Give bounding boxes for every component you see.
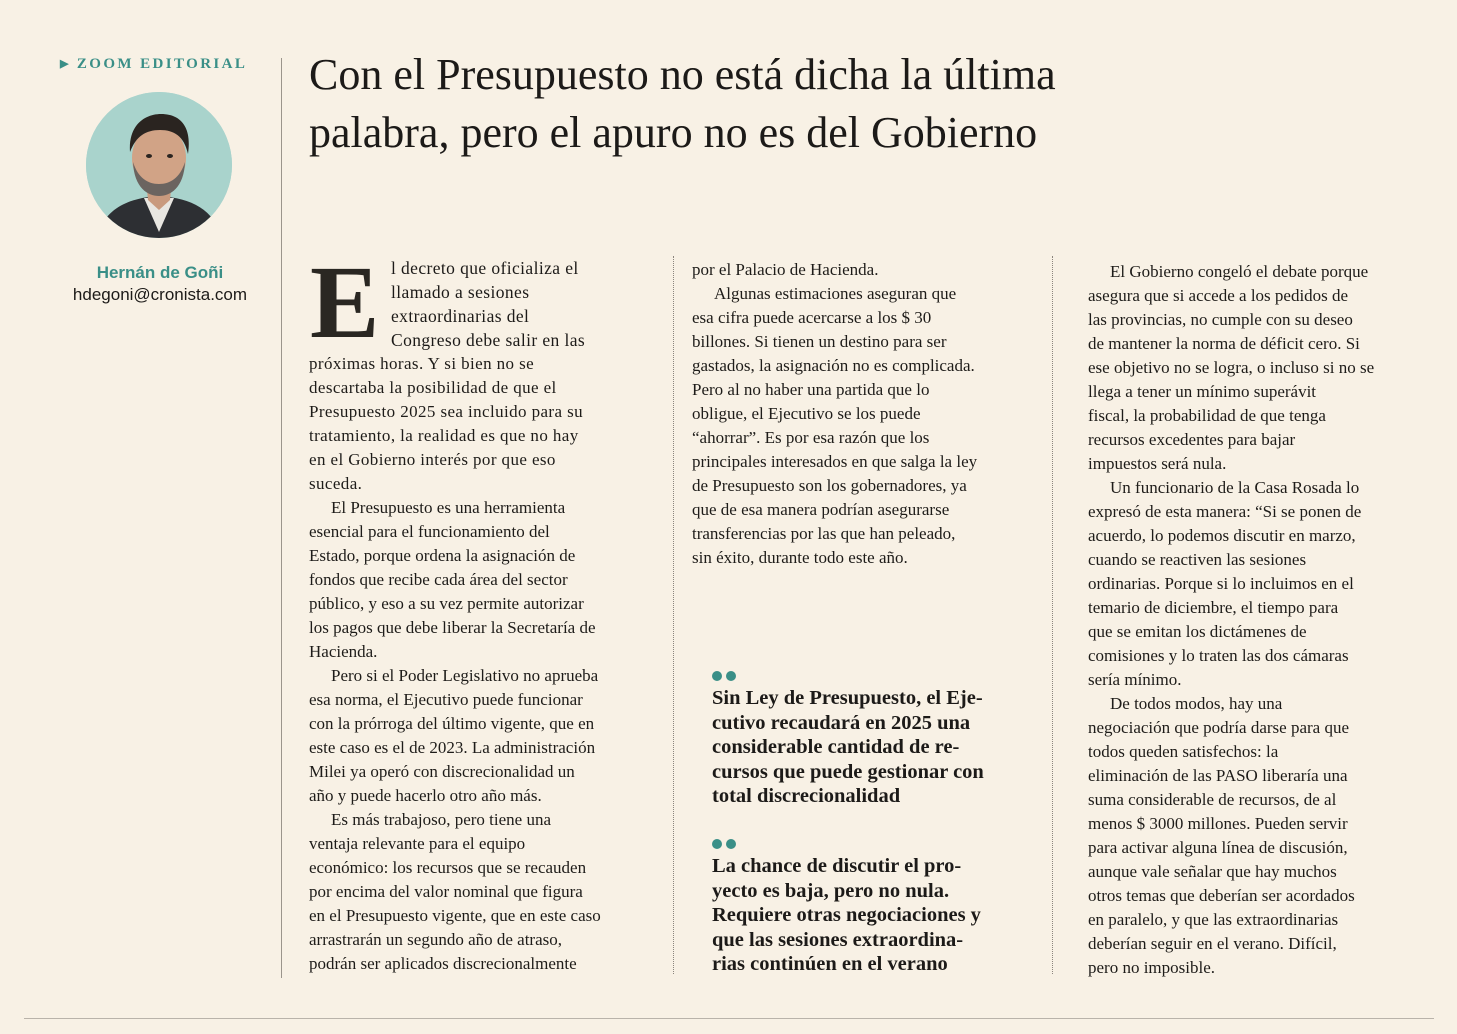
body-line: en paralelo, y que las extraordinarias <box>1088 910 1339 929</box>
body-line: por el Palacio de Hacienda. <box>692 260 879 279</box>
body-line: “ahorrar”. Es por esa razón que los <box>692 428 930 447</box>
body-line: sin éxito, durante todo este año. <box>692 548 908 567</box>
headline-line: Con el Presupuesto no está dicha la última <box>309 50 1056 99</box>
drop-cap: E <box>310 245 380 360</box>
body-line: las provincias, no cumple con su deseo <box>1088 310 1353 329</box>
pull-quote-line: que las sesiones extraordina- <box>712 928 964 951</box>
body-line: ese objetivo no se logra, o incluso si no se <box>1088 358 1375 377</box>
body-line: todos queden satisfechos: la <box>1088 742 1279 761</box>
body-line: transferencias por las que han peleado, <box>692 524 956 543</box>
body-line: económico: los recursos que se recauden <box>309 858 587 877</box>
body-line: público, y eso a su vez permite autorizar <box>309 594 584 613</box>
body-line: de Presupuesto son los gobernadores, ya <box>692 476 967 495</box>
body-line: de mantener la norma de déficit cero. Si <box>1088 334 1360 353</box>
intro-line: llamado a sesiones <box>391 282 530 302</box>
author-email[interactable]: hdegoni@cronista.com <box>72 285 248 304</box>
body-line: esa norma, el Ejecutivo puede funcionar <box>309 690 583 709</box>
body-line: para activar alguna línea de discusión, <box>1088 838 1348 857</box>
pull-quote-line: total discrecionalidad <box>712 785 901 807</box>
body-line: con la prórroga del último vigente, que en <box>309 714 595 733</box>
body-line: Algunas estimaciones aseguran que <box>714 284 957 303</box>
body-line: Estado, porque ordena la asignación de <box>309 546 576 565</box>
body-line: tratamiento, la realidad es que no hay <box>309 426 579 445</box>
triangle-right-icon: ▶ <box>60 58 71 70</box>
body-line: suma considerable de recursos, de al <box>1088 790 1337 809</box>
body-line: que se emitan los dictámenes de <box>1088 622 1307 641</box>
intro-line: l decreto que oficializa el <box>391 258 579 278</box>
headline-line: palabra, pero el apuro no es del Gobierno <box>309 108 1038 157</box>
intro-line: Congreso debe salir en las <box>391 330 586 350</box>
author-portrait-icon <box>86 92 232 238</box>
body-line: aunque vale señalar que hay muchos <box>1088 862 1337 881</box>
pull-quote <box>712 836 1022 977</box>
body-line: los pagos que debe liberar la Secretaría de <box>309 618 596 637</box>
column-divider-dotted <box>1052 256 1053 974</box>
article-column-3 <box>1088 260 1408 980</box>
section-label-text: ZOOM EDITORIAL <box>76 56 248 72</box>
body-line: negociación que podría darse para que <box>1088 718 1350 737</box>
dot-icon <box>712 671 722 681</box>
body-line: recursos excedentes para bajar <box>1088 430 1296 449</box>
body-line: ventaja relevante para el equipo <box>309 834 526 853</box>
pull-quote-line: Requiere otras negociaciones y <box>712 904 981 926</box>
body-line: este caso es el de 2023. La administración <box>309 738 596 757</box>
body-line: Presupuesto 2025 sea incluido para su <box>309 402 583 421</box>
body-line: año y puede hacerlo otro año más. <box>309 786 542 805</box>
body-line: que de esa manera podrían asegurarse <box>692 500 950 519</box>
bottom-rule <box>24 1018 1434 1019</box>
column-divider-dotted <box>673 256 674 974</box>
pull-quote-line: considerable cantidad de re- <box>712 736 960 758</box>
body-line: esencial para el funcionamiento del <box>309 522 550 541</box>
body-line: acuerdo, lo podemos discutir en marzo, <box>1088 526 1356 545</box>
column-divider <box>281 58 282 978</box>
body-line: pero no imposible. <box>1088 958 1216 977</box>
quote-dots <box>712 836 1022 850</box>
body-line: en el Presupuesto vigente, que en este caso <box>309 906 601 925</box>
body-line: Un funcionario de la Casa Rosada lo <box>1110 478 1360 497</box>
body-line: Es más trabajoso, pero tiene una <box>331 810 551 829</box>
article-column-2 <box>692 258 1022 570</box>
pull-quote-line: rias continúen en el verano <box>712 953 948 975</box>
quote-dots <box>712 668 1022 682</box>
body-line: otros temas que deberían ser acordados <box>1088 886 1355 905</box>
body-line: cuando se reactiven las sesiones <box>1088 550 1307 569</box>
dot-icon <box>726 671 736 681</box>
body-line: podrán ser aplicados discrecionalmente <box>309 954 577 973</box>
body-line: ordinarias. Porque si lo incluimos en el <box>1088 574 1354 593</box>
intro-line: extraordinarias del <box>391 306 530 326</box>
body-line: por encima del valor nominal que figura <box>309 882 583 901</box>
body-line: menos $ 3000 millones. Pueden servir <box>1088 814 1348 833</box>
pull-quote-line: cursos que puede gestionar con <box>712 760 984 783</box>
body-line: deberían seguir en el verano. Difícil, <box>1088 934 1337 953</box>
article-column-1 <box>309 352 644 976</box>
body-line: billones. Si tienen un destino para ser <box>692 332 947 351</box>
body-line: llega a tener un mínimo superávit <box>1088 382 1317 401</box>
body-line: temario de diciembre, el tiempo para <box>1088 598 1339 617</box>
body-line: Milei ya operó con discrecionalidad un <box>309 762 575 781</box>
body-line: próximas horas. Y si bien no se <box>309 354 535 373</box>
body-line: El Presupuesto es una herramienta <box>331 498 566 517</box>
body-line: asegura que si accede a los pedidos de <box>1088 286 1349 305</box>
dot-icon <box>726 839 736 849</box>
body-line: Hacienda. <box>309 642 378 661</box>
body-line: obligue, el Ejecutivo se los puede <box>692 404 921 423</box>
body-line: descartaba la posibilidad de que el <box>309 378 557 397</box>
body-line: comisiones y lo traten las dos cámaras <box>1088 646 1349 665</box>
body-line: impuestos será nula. <box>1088 454 1227 473</box>
body-line: De todos modos, hay una <box>1110 694 1283 713</box>
body-line: Pero si el Poder Legislativo no aprueba <box>331 666 599 685</box>
body-line: en el Gobierno interés por que eso <box>309 450 556 469</box>
body-line: fiscal, la probabilidad de que tenga <box>1088 406 1326 425</box>
section-label <box>60 56 247 73</box>
body-line: sería mínimo. <box>1088 670 1182 689</box>
body-line: suceda. <box>309 474 363 493</box>
pull-quote-line: Sin Ley de Presupuesto, el Eje- <box>712 687 983 709</box>
body-line: principales interesados en que salga la ley <box>692 452 978 471</box>
body-line: expresó de esta manera: “Si se ponen de <box>1088 502 1362 521</box>
dot-icon <box>712 839 722 849</box>
pull-quote-line: yecto es baja, pero no nula. <box>712 879 950 902</box>
body-line: fondos que recibe cada área del sector <box>309 570 568 589</box>
pull-quote <box>712 668 1022 809</box>
author-avatar <box>86 92 232 238</box>
body-line: El Gobierno congeló el debate porque <box>1110 262 1369 281</box>
body-line: eliminación de las PASO liberaría una <box>1088 766 1348 785</box>
body-line: Pero al no haber una partida que lo <box>692 380 930 399</box>
author-name: Hernán de Goñi <box>96 263 224 282</box>
headline <box>309 46 1309 162</box>
pull-quote-line: cutivo recaudará en 2025 una <box>712 711 971 734</box>
body-line: arrastrarán un segundo año de atraso, <box>309 930 563 949</box>
body-line: gastados, la asignación no es complicada. <box>692 356 975 375</box>
body-line: esa cifra puede acercarse a los $ 30 <box>692 308 932 327</box>
pull-quote-line: La chance de discutir el pro- <box>712 855 962 877</box>
